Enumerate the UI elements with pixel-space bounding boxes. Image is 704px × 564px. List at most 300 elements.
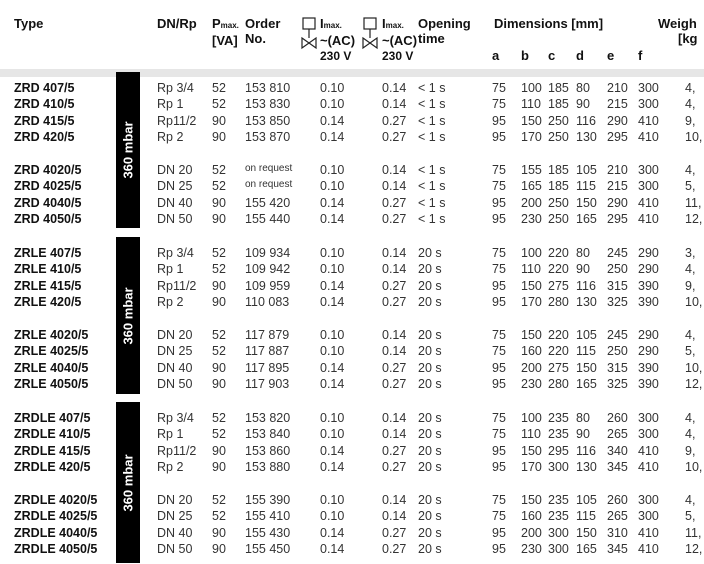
cell-order-no: 109 959: [245, 278, 291, 293]
cell-pmax: 52: [212, 411, 226, 425]
cell-type: ZRD 4050/5: [14, 212, 82, 227]
cell-dim-f: 300: [638, 163, 659, 177]
cell-order-no: 155 440: [245, 212, 291, 227]
cell-dim-e: 340: [607, 443, 628, 458]
cell-opening-time: 20 s: [418, 262, 442, 277]
cell-dim-c: 185: [548, 81, 569, 95]
cell-dim-c: 295: [548, 443, 569, 458]
cell-imax-1: 0.10: [320, 163, 345, 177]
cell-opening-time: 20 s: [418, 493, 442, 507]
cell-type: ZRLE 4040/5: [14, 360, 89, 375]
cell-weight: 12,: [685, 212, 703, 227]
valve-symbol-icon-2: [361, 16, 379, 52]
table-row: [0, 542, 704, 558]
cell-imax-2: 0.27: [382, 195, 407, 210]
cell-type: ZRLE 407/5: [14, 246, 82, 260]
cell-pmax: 90: [212, 113, 226, 128]
cell-dim-f: 300: [638, 81, 659, 95]
header-dim-f: f: [638, 48, 643, 63]
cell-dim-b: 100: [521, 411, 542, 425]
cell-dim-b: 170: [521, 460, 542, 475]
cell-order-no: 155 430: [245, 525, 291, 540]
cell-dim-e: 325: [607, 295, 628, 310]
cell-dim-d: 90: [576, 262, 590, 277]
cell-order-no: 153 850: [245, 113, 291, 128]
cell-order-no: 117 887: [245, 344, 290, 359]
cell-dn: DN 25: [157, 344, 193, 359]
cell-opening-time: 20 s: [418, 360, 442, 375]
cell-dn: DN 40: [157, 195, 193, 210]
cell-imax-2: 0.27: [382, 295, 407, 310]
cell-dim-b: 100: [521, 81, 542, 95]
cell-imax-1: 0.10: [320, 493, 345, 507]
cell-dim-a: 75: [492, 97, 506, 112]
cell-weight: 4,: [685, 262, 696, 277]
header-p-unit: [VA]: [212, 33, 238, 48]
cell-dim-e: 260: [607, 411, 628, 425]
cell-type: ZRD 407/5: [14, 81, 75, 95]
header-divider: [0, 69, 704, 77]
table-row: [0, 526, 704, 542]
cell-pmax: 52: [212, 81, 226, 95]
cell-opening-time: 20 s: [418, 278, 442, 293]
cell-type: ZRLE 4050/5: [14, 377, 89, 392]
cell-imax-2: 0.14: [382, 411, 407, 425]
cell-order-no: 153 880: [245, 460, 291, 475]
table-row: [0, 196, 704, 212]
cell-dim-c: 235: [548, 427, 569, 442]
cell-dim-c: 220: [548, 344, 569, 359]
cell-dim-d: 80: [576, 81, 590, 95]
cell-type: ZRDLE 4040/5: [14, 525, 98, 540]
cell-imax-2: 0.27: [382, 360, 407, 375]
cell-dim-c: 250: [548, 113, 569, 128]
cell-dim-f: 410: [638, 212, 659, 227]
cell-imax-2: 0.14: [382, 246, 407, 260]
cell-dim-b: 100: [521, 246, 542, 260]
cell-type: ZRD 420/5: [14, 130, 75, 145]
cell-dim-b: 150: [521, 328, 542, 342]
cell-order-no: 153 810: [245, 81, 291, 95]
cell-dim-e: 210: [607, 163, 628, 177]
cell-dn: Rp11/2: [157, 113, 197, 128]
cell-dn: DN 50: [157, 542, 193, 557]
cell-dim-a: 95: [492, 377, 506, 392]
cell-opening-time: < 1 s: [418, 113, 446, 128]
cell-dim-a: 95: [492, 130, 506, 145]
table-row: [0, 509, 704, 525]
cell-order-no: 109 942: [245, 262, 291, 277]
cell-dim-e: 265: [607, 427, 628, 442]
cell-type: ZRLE 410/5: [14, 262, 82, 277]
cell-dim-d: 116: [576, 113, 596, 128]
cell-dn: Rp11/2: [157, 278, 197, 293]
cell-imax-2: 0.27: [382, 460, 407, 475]
cell-dim-e: 295: [607, 130, 628, 145]
cell-dim-a: 75: [492, 262, 506, 277]
cell-imax-2: 0.14: [382, 97, 407, 112]
cell-imax-1: 0.14: [320, 295, 345, 310]
header-i2-ac: ~(AC): [382, 33, 418, 48]
header-order: [245, 16, 280, 46]
cell-weight: 5,: [685, 344, 696, 359]
cell-dn: DN 25: [157, 509, 193, 524]
cell-order-no: 153 820: [245, 411, 291, 425]
table-row: [0, 246, 704, 262]
cell-weight: 11,: [685, 525, 702, 540]
cell-dn: DN 50: [157, 377, 193, 392]
cell-dim-a: 75: [492, 344, 506, 359]
header-i2-symbol: I: [382, 16, 386, 31]
cell-weight: 4,: [685, 81, 696, 95]
cell-dim-f: 410: [638, 195, 659, 210]
cell-imax-2: 0.27: [382, 443, 407, 458]
cell-dn: Rp 1: [157, 97, 184, 112]
cell-order-no: 155 420: [245, 195, 291, 210]
cell-opening-time: 20 s: [418, 377, 442, 392]
cell-weight: 4,: [685, 97, 696, 112]
cell-opening-time: < 1 s: [418, 195, 446, 210]
cell-dim-d: 90: [576, 427, 590, 442]
cell-dim-a: 75: [492, 163, 506, 177]
cell-dn: Rp 3/4: [157, 411, 194, 425]
cell-dn: Rp11/2: [157, 443, 197, 458]
cell-opening-time: 20 s: [418, 427, 442, 442]
cell-type: ZRDLE 415/5: [14, 443, 91, 458]
cell-type: ZRDLE 4025/5: [14, 509, 98, 524]
cell-order-no: 155 450: [245, 542, 291, 557]
cell-order-no: 117 903: [245, 377, 290, 392]
cell-dim-d: 165: [576, 542, 597, 557]
cell-dn: Rp 2: [157, 130, 184, 145]
cell-dim-d: 80: [576, 411, 590, 425]
cell-dim-d: 90: [576, 97, 590, 112]
cell-dim-a: 95: [492, 278, 506, 293]
cell-dn: Rp 3/4: [157, 246, 194, 260]
cell-pmax: 52: [212, 328, 226, 342]
cell-dim-c: 250: [548, 195, 569, 210]
cell-pmax: 52: [212, 427, 226, 442]
cell-dim-a: 75: [492, 427, 506, 442]
table-row: [0, 295, 704, 311]
header-imax-1: [320, 16, 355, 64]
cell-imax-2: 0.14: [382, 163, 407, 177]
cell-order-no: 155 410: [245, 509, 291, 524]
cell-dim-a: 95: [492, 460, 506, 475]
cell-dim-c: 235: [548, 411, 569, 425]
cell-imax-1: 0.14: [320, 443, 345, 458]
cell-dim-f: 290: [638, 246, 659, 260]
cell-imax-2: 0.14: [382, 344, 407, 359]
cell-dim-c: 250: [548, 130, 569, 145]
cell-dn: DN 20: [157, 163, 193, 177]
pressure-label: 360 mbar: [120, 121, 136, 179]
header-dim-c: c: [548, 48, 556, 63]
cell-type: ZRDLE 4050/5: [14, 542, 98, 557]
pressure-label: 360 mbar: [120, 453, 136, 512]
cell-weight: 9,: [685, 443, 696, 458]
cell-dim-c: 185: [548, 179, 569, 194]
cell-dim-c: 300: [548, 542, 569, 557]
cell-dim-f: 410: [638, 525, 659, 540]
table-row: [0, 411, 704, 427]
cell-dim-e: 245: [607, 246, 628, 260]
cell-dim-e: 290: [607, 113, 628, 128]
cell-imax-1: 0.14: [320, 212, 345, 227]
cell-dim-d: 115: [576, 179, 596, 194]
table-row: [0, 163, 704, 179]
cell-dim-f: 410: [638, 130, 659, 145]
header-i2-sub: max.: [385, 21, 404, 30]
table-row: [0, 361, 704, 377]
header-dn: DN/Rp: [157, 16, 197, 31]
cell-weight: 4,: [685, 411, 696, 425]
cell-dim-e: 345: [607, 542, 628, 557]
cell-dim-a: 95: [492, 295, 506, 310]
cell-dim-b: 170: [521, 295, 542, 310]
cell-pmax: 52: [212, 344, 226, 359]
cell-dim-d: 150: [576, 525, 597, 540]
cell-type: ZRD 415/5: [14, 113, 75, 128]
cell-dim-a: 75: [492, 81, 506, 95]
cell-dim-e: 295: [607, 212, 628, 227]
cell-dim-f: 410: [638, 113, 659, 128]
cell-dim-e: 215: [607, 97, 628, 112]
cell-imax-2: 0.14: [382, 427, 407, 442]
cell-dim-c: 220: [548, 328, 569, 342]
cell-type: ZRLE 4020/5: [14, 328, 89, 342]
cell-dim-b: 155: [521, 163, 542, 177]
table-row: [0, 444, 704, 460]
cell-dim-b: 110: [521, 262, 541, 277]
cell-order-no: 153 840: [245, 427, 291, 442]
cell-imax-2: 0.14: [382, 493, 407, 507]
cell-dim-d: 105: [576, 163, 597, 177]
cell-dim-c: 235: [548, 509, 569, 524]
header-opening: [418, 16, 471, 46]
cell-dim-b: 230: [521, 377, 542, 392]
cell-dim-c: 185: [548, 163, 569, 177]
cell-pmax: 90: [212, 360, 226, 375]
cell-opening-time: 20 s: [418, 443, 442, 458]
cell-pmax: 52: [212, 493, 226, 507]
cell-imax-1: 0.10: [320, 262, 345, 277]
cell-dim-d: 115: [576, 344, 596, 359]
cell-order-no: 117 879: [245, 328, 290, 342]
cell-order-no: 109 934: [245, 246, 291, 260]
table-row: [0, 81, 704, 97]
cell-opening-time: 20 s: [418, 542, 442, 557]
cell-dim-b: 150: [521, 278, 542, 293]
cell-imax-2: 0.14: [382, 509, 407, 524]
table-row: [0, 493, 704, 509]
cell-type: ZRLE 420/5: [14, 295, 82, 310]
cell-dim-a: 75: [492, 411, 506, 425]
cell-opening-time: 20 s: [418, 525, 442, 540]
cell-opening-time: < 1 s: [418, 81, 446, 95]
cell-type: ZRD 4040/5: [14, 195, 82, 210]
cell-weight: 10,: [685, 360, 703, 375]
cell-imax-1: 0.10: [320, 411, 345, 425]
cell-dim-c: 300: [548, 525, 569, 540]
header-pmax: [212, 16, 239, 48]
cell-dim-a: 75: [492, 246, 506, 260]
cell-opening-time: 20 s: [418, 460, 442, 475]
cell-dn: DN 25: [157, 179, 193, 194]
table-row: [0, 427, 704, 443]
cell-imax-1: 0.14: [320, 130, 345, 145]
cell-dim-b: 165: [521, 179, 542, 194]
cell-pmax: 90: [212, 377, 226, 392]
table-row: [0, 377, 704, 393]
cell-weight: 10,: [685, 130, 703, 145]
cell-imax-1: 0.10: [320, 179, 345, 194]
cell-imax-1: 0.14: [320, 278, 345, 293]
cell-imax-2: 0.14: [382, 328, 407, 342]
cell-dim-d: 80: [576, 246, 590, 260]
cell-weight: 4,: [685, 427, 696, 442]
cell-dn: DN 40: [157, 525, 193, 540]
cell-pmax: 90: [212, 295, 226, 310]
cell-weight: 5,: [685, 179, 696, 194]
cell-dn: DN 40: [157, 360, 193, 375]
cell-imax-1: 0.10: [320, 81, 345, 95]
cell-pmax: 90: [212, 443, 226, 458]
cell-type: ZRD 410/5: [14, 97, 75, 112]
cell-order-no: 153 870: [245, 130, 291, 145]
cell-dn: Rp 2: [157, 295, 184, 310]
cell-dim-c: 250: [548, 212, 569, 227]
cell-dim-f: 300: [638, 411, 659, 425]
cell-weight: 3,: [685, 246, 696, 260]
cell-imax-1: 0.10: [320, 328, 345, 342]
cell-dim-a: 95: [492, 542, 506, 557]
cell-dim-a: 75: [492, 328, 506, 342]
cell-dn: Rp 1: [157, 427, 184, 442]
cell-dim-c: 280: [548, 377, 569, 392]
table-row: [0, 328, 704, 344]
cell-opening-time: 20 s: [418, 509, 442, 524]
cell-type: ZRLE 415/5: [14, 278, 82, 293]
cell-dim-b: 160: [521, 344, 542, 359]
cell-dim-b: 230: [521, 542, 542, 557]
header-order-line1: Order: [245, 16, 281, 31]
cell-dn: DN 20: [157, 493, 193, 507]
cell-dim-b: 230: [521, 212, 542, 227]
cell-dim-e: 290: [607, 195, 628, 210]
cell-imax-2: 0.14: [382, 179, 407, 194]
header-order-line2: No.: [245, 31, 266, 46]
valve-symbol-icon: [300, 16, 318, 52]
cell-dim-e: 315: [607, 278, 628, 293]
cell-dim-b: 110: [521, 427, 541, 442]
cell-weight: 4,: [685, 328, 696, 342]
cell-dim-e: 215: [607, 179, 628, 194]
cell-pmax: 90: [212, 542, 226, 557]
cell-dim-f: 290: [638, 262, 659, 277]
cell-weight: 9,: [685, 113, 696, 128]
header-opening-line1: Opening: [418, 16, 471, 31]
cell-imax-1: 0.10: [320, 344, 345, 359]
cell-pmax: 90: [212, 130, 226, 145]
header-dim-e: e: [607, 48, 615, 63]
cell-order-no: 110 083: [245, 295, 290, 310]
cell-dim-d: 105: [576, 328, 597, 342]
cell-dim-f: 390: [638, 377, 659, 392]
cell-imax-1: 0.14: [320, 113, 345, 128]
cell-dim-e: 345: [607, 460, 628, 475]
cell-dim-e: 265: [607, 509, 628, 524]
cell-opening-time: < 1 s: [418, 212, 446, 227]
cell-weight: 9,: [685, 278, 696, 293]
cell-dim-d: 150: [576, 195, 597, 210]
cell-dim-f: 290: [638, 344, 659, 359]
cell-dim-e: 250: [607, 262, 628, 277]
cell-dn: Rp 3/4: [157, 81, 194, 95]
cell-dn: DN 50: [157, 212, 193, 227]
cell-dim-d: 115: [576, 509, 596, 524]
table-row: [0, 97, 704, 113]
cell-imax-2: 0.27: [382, 212, 407, 227]
cell-dim-f: 290: [638, 328, 659, 342]
header-i1-sub: max.: [323, 21, 342, 30]
cell-dim-a: 75: [492, 509, 506, 524]
header-i1-symbol: I: [320, 16, 324, 31]
cell-dim-d: 130: [576, 130, 597, 145]
header-dim-b: b: [521, 48, 529, 63]
header-weight-unit: [kg: [678, 31, 698, 46]
cell-pmax: 52: [212, 97, 226, 112]
cell-imax-1: 0.10: [320, 427, 345, 442]
cell-weight: 10,: [685, 295, 703, 310]
cell-dim-f: 410: [638, 460, 659, 475]
cell-type: ZRD 4025/5: [14, 179, 82, 194]
cell-dim-b: 170: [521, 130, 542, 145]
cell-type: ZRD 4020/5: [14, 163, 82, 177]
cell-imax-1: 0.14: [320, 460, 345, 475]
cell-dim-e: 250: [607, 344, 628, 359]
cell-dim-f: 300: [638, 427, 659, 442]
header-opening-line2: time: [418, 31, 445, 46]
header-dim-a: a: [492, 48, 500, 63]
cell-dim-b: 200: [521, 195, 542, 210]
header-i1-ac: ~(AC): [320, 33, 356, 48]
table-row: [0, 114, 704, 130]
cell-opening-time: < 1 s: [418, 163, 446, 177]
cell-order-no: on request: [245, 163, 293, 174]
cell-dim-f: 300: [638, 493, 659, 507]
cell-opening-time: 20 s: [418, 411, 442, 425]
cell-dim-d: 165: [576, 212, 597, 227]
cell-order-no: 155 390: [245, 493, 291, 507]
cell-dim-a: 95: [492, 113, 506, 128]
header-weight: [658, 16, 698, 46]
cell-dn: Rp 2: [157, 460, 184, 475]
cell-pmax: 52: [212, 163, 226, 177]
cell-pmax: 90: [212, 195, 226, 210]
cell-dn: DN 20: [157, 328, 193, 342]
cell-dim-a: 95: [492, 525, 506, 540]
cell-type: ZRDLE 420/5: [14, 460, 91, 475]
pressure-label: 360 mbar: [120, 286, 136, 345]
cell-dim-f: 300: [638, 179, 659, 194]
cell-opening-time: < 1 s: [418, 97, 446, 112]
cell-dn: Rp 1: [157, 262, 184, 277]
cell-dim-e: 315: [607, 360, 628, 375]
cell-dim-f: 300: [638, 509, 659, 524]
cell-dim-b: 150: [521, 443, 542, 458]
table-row: [0, 212, 704, 228]
